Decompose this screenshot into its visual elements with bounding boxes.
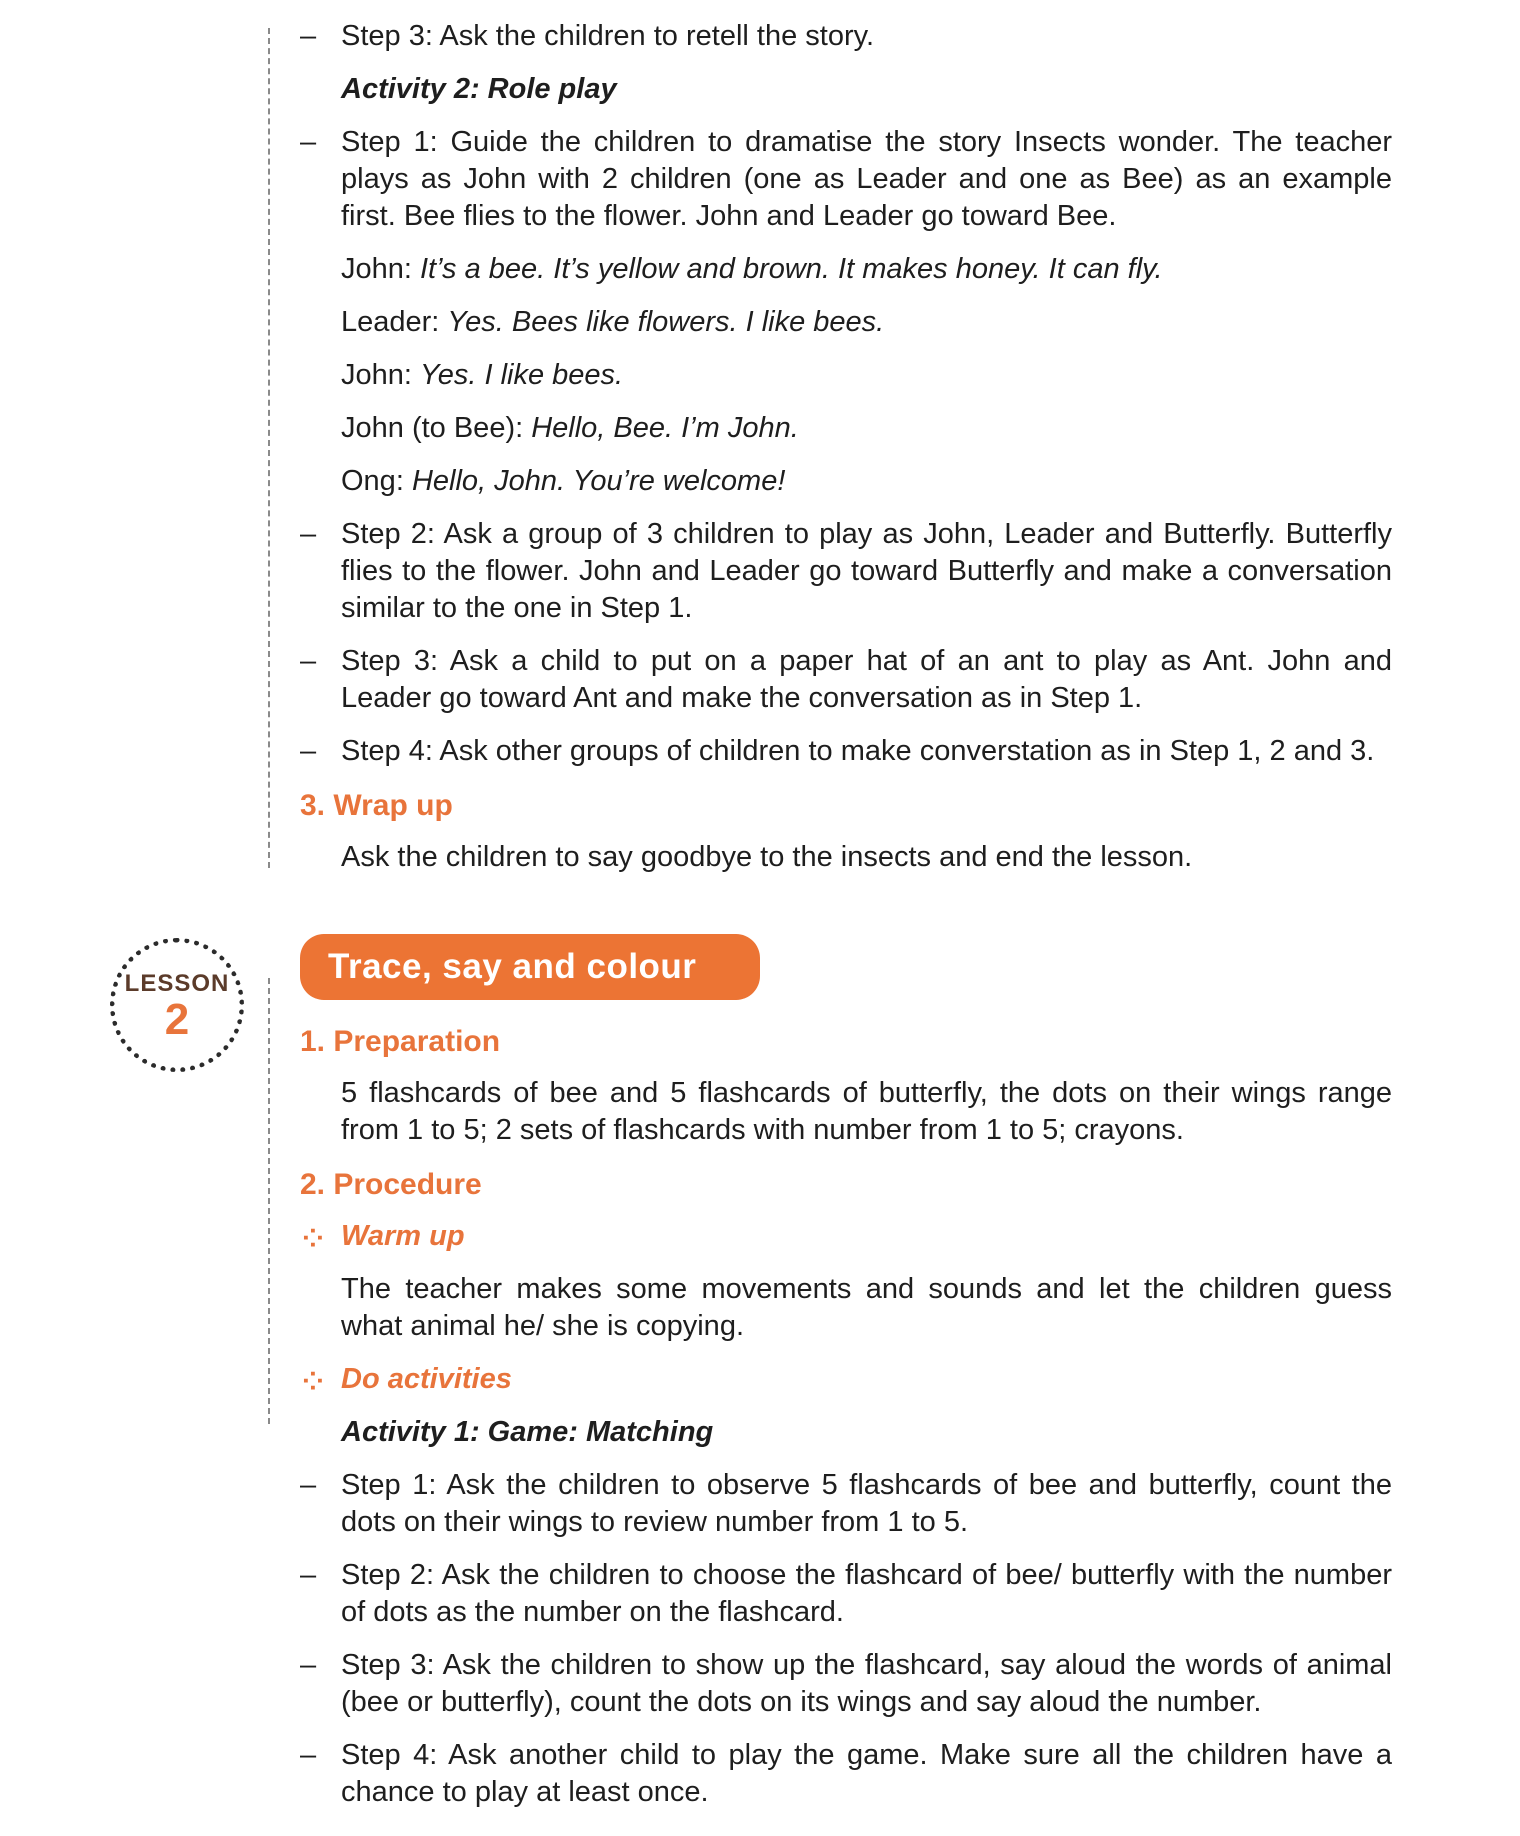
- margin-dashed-line-top: [268, 28, 270, 868]
- list-item: – Step 3: Ask a child to put on a paper hat of an ant to play as Ant. John and Leader go toward Ant and make the conversation as in Step 1.: [300, 645, 1392, 714]
- procedure-heading: 2. Procedure: [300, 1168, 482, 1201]
- dialogue-text: Hello, Bee. I’m John.: [531, 412, 799, 444]
- dialogue-speaker: John:: [341, 253, 420, 285]
- four-dot-diamond-icon: ⁘: [302, 1223, 324, 1253]
- section-gap: [300, 892, 1392, 934]
- warm-up-heading: [300, 1218, 1392, 1255]
- dialogue-speaker: John (to Bee):: [341, 412, 532, 444]
- preparation-text: 5 flashcards of bee and 5 flashcards of butterfly, the dots on their wings range from 1 to 5; 2 sets of flashcards with number from 1 to 5; crayons.: [341, 1077, 1392, 1146]
- step3-retell: Step 3: Ask the children to retell the story.: [341, 20, 875, 52]
- dialogue-line: [300, 251, 1392, 288]
- list-item: – Step 2: Ask the children to choose the flashcard of bee/ butterfly with the number of dots as the number on the flashcard.: [300, 1559, 1392, 1628]
- dialogue-speaker: Leader:: [341, 306, 448, 338]
- dialogue-line: [300, 410, 1392, 447]
- lesson-badge: [110, 938, 244, 1072]
- dialogue-line: [300, 304, 1392, 341]
- roleplay-step1: Step 1: Guide the children to dramatise the story Insects wonder. The teacher plays as John with 2 children (one as Leader and one as Bee) as an example first. Bee flies to the flower. John and Leader go toward Bee.: [341, 126, 1392, 232]
- list-item: – Step 3: Ask the children to show up the flashcard, say aloud the words of animal (bee or butterfly), count the dots on its wings and say aloud the number.: [300, 1649, 1392, 1718]
- lesson-title-banner: Trace, say and colour: [300, 934, 760, 1000]
- preparation-heading: 1. Preparation: [300, 1025, 501, 1058]
- matching-step1: Step 1: Ask the children to observe 5 flashcards of bee and butterfly, count the dots on their wings to review number from 1 to 5.: [341, 1469, 1392, 1538]
- lesson-word: LESSON: [124, 970, 230, 997]
- matching-step4: Step 4: Ask another child to play the game. Make sure all the children have a chance to play at least once.: [341, 1739, 1392, 1808]
- roleplay-step3: Step 3: Ask a child to put on a paper hat of an ant to play as Ant. John and Leader go toward Ant and make the conversation as in Step 1.: [341, 645, 1392, 714]
- do-activities-heading: [300, 1361, 1392, 1398]
- dialogue-text: It’s a bee. It’s yellow and brown. It makes honey. It can fly.: [420, 253, 1163, 285]
- activity2-title: Activity 2: Role play: [341, 73, 617, 105]
- do-activities-label: Do activities: [341, 1363, 512, 1395]
- dialogue-speaker: John:: [341, 359, 420, 391]
- dialogue-line: [300, 357, 1392, 394]
- lesson-number: 2: [164, 995, 190, 1044]
- roleplay-step2: Step 2: Ask a group of 3 children to play as John, Leader and Butterfly. Butterfly flies to the flower. John and Leader go toward Butterfly and make a conversation similar to the one in Step 1.: [341, 518, 1392, 624]
- activity1-title: Activity 1: Game: Matching: [341, 1416, 714, 1448]
- dialogue-text: Hello, John. You’re welcome!: [411, 465, 786, 497]
- page-content: [300, 18, 1392, 1827]
- list-item: – Step 3: Ask the children to retell the story.: [300, 20, 875, 52]
- list-item: – Step 1: Guide the children to dramatise the story Insects wonder. The teacher plays as John with 2 children (one as Leader and one as Bee) as an example first. Bee flies to the flower. John and Leader go toward Bee.: [300, 126, 1392, 232]
- wrap-up-heading: 3. Wrap up: [300, 789, 453, 822]
- dialogue-text: Yes. Bees like flowers. I like bees.: [447, 306, 885, 338]
- list-item: – Step 4: Ask another child to play the game. Make sure all the children have a chance to play at least once.: [300, 1739, 1392, 1808]
- list-item: – Step 2: Ask a group of 3 children to play as John, Leader and Butterfly. Butterfly flies to the flower. John and Leader go toward Butterfly and make a conversation similar to the one in Step 1.: [300, 518, 1392, 624]
- matching-step2: Step 2: Ask the children to choose the flashcard of bee/ butterfly with the number of dots as the number on the flashcard.: [341, 1559, 1392, 1628]
- wrap-up-text: Ask the children to say goodbye to the insects and end the lesson.: [341, 841, 1193, 873]
- list-item: – Step 4: Ask other groups of children to make converstation as in Step 1, 2 and 3.: [300, 735, 1375, 767]
- list-item: – Step 1: Ask the children to observe 5 flashcards of bee and butterfly, count the dots on their wings to review number from 1 to 5.: [300, 1469, 1392, 1538]
- margin-dashed-line-bottom: [268, 978, 270, 1424]
- dialogue-speaker: Ong:: [341, 465, 412, 497]
- warm-up-label: Warm up: [341, 1220, 465, 1252]
- four-dot-diamond-icon: ⁘: [302, 1366, 324, 1396]
- dialogue-text: Yes. I like bees.: [420, 359, 624, 391]
- dialogue-line: [300, 463, 1392, 500]
- matching-step3: Step 3: Ask the children to show up the flashcard, say aloud the words of animal (bee or butterfly), count the dots on its wings and say aloud the number.: [341, 1649, 1392, 1718]
- warm-up-text: The teacher makes some movements and sounds and let the children guess what animal he/ she is copying.: [341, 1273, 1392, 1342]
- roleplay-step4: Step 4: Ask other groups of children to make converstation as in Step 1, 2 and 3.: [341, 735, 1375, 767]
